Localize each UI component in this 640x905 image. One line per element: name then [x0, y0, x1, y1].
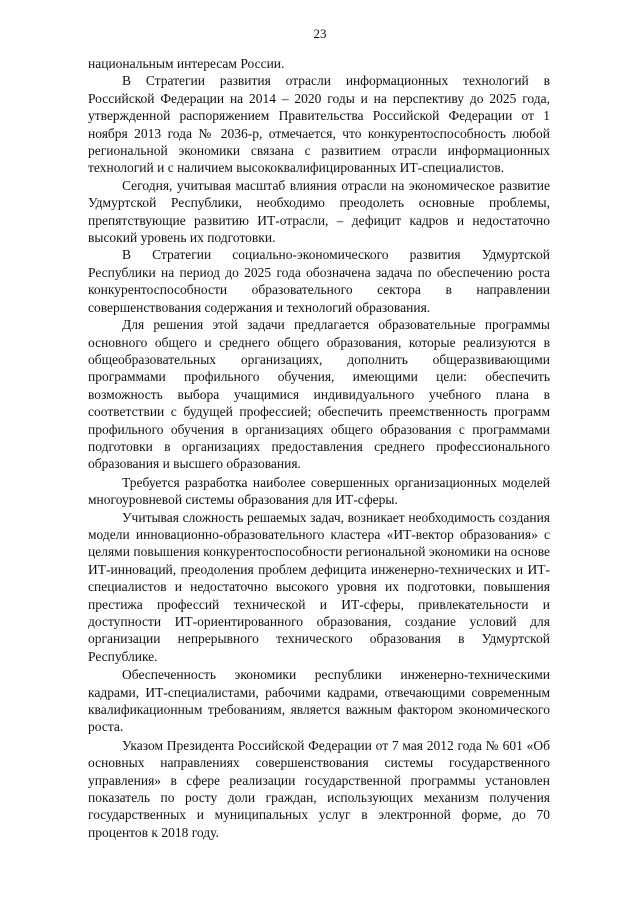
paragraph-presidential-decree: Указом Президента Российской Федерации от 7 мая 2012 года № 601 «Об основных направлениях совершенствования системы государственного управления» в сфере реализации государственной программы установлен показатель по росту доли граждан, использующих механизм получения государственных и муниципальных услуг в электронной форме, до 70 процентов к 2018 году.	[88, 737, 550, 840]
paragraph-udmurt-problems: Сегодня, учитывая масштаб влияния отрасли на экономическое развитие Удмуртской Республики, необходимо преодолеть основные проблемы, препятствующие развитию ИТ-отрасли, – дефицит кадров и недостаточно высокий уровень их подготовки.	[88, 177, 550, 246]
paragraph-organizational-models: Требуется разработка наиболее совершенных организационных моделей многоуровневой системы образования для ИТ-сферы.	[88, 474, 550, 508]
document-body	[88, 55, 550, 841]
paragraph-it-strategy: В Стратегии развития отрасли информационных технологий в Российской Федерации на 2014 – 2020 годы и на перспективу до 2025 года, утвержденной распоряжением Правительства Российской Федерации от 1 ноября 2013 года № 2036-р, отмечается, что конкурентоспособность любой региональной экономики связана с развитием отрасли информационных технологий и с наличием высококвалифицированных ИТ-специалистов.	[88, 73, 550, 176]
paragraph-continuation: национальным интересам России.	[88, 56, 285, 71]
paragraph-education-programs: Для решения этой задачи предлагается образовательные программы основного общего и среднего общего образования, которые реализуются в общеобразовательных организациях, дополнить общеразвивающими программами профильного обучения, имеющими цели: обеспечить возможность выбора учащимися индивидуального учебного плана в соответствии с будущей профессией; обеспечить преемственность программ профильного обучения в организациях общего образования с программами подготовки в организациях предоставления среднего профессионального образования и высшего образования.	[88, 317, 550, 472]
page-number: 23	[313, 26, 327, 41]
paragraph-socioeconomic-strategy: В Стратегии социально-экономического развития Удмуртской Республики на период до 2025 года обозначена задача по обеспечению роста конкурентоспособности образовательного сектора в направлении совершенствования содержания и технологий образования.	[88, 247, 550, 315]
paragraph-staff-provision: Обеспеченность экономики республики инженерно-техническими кадрами, ИТ-специалистами, рабочими кадрами, отвечающими современным квалификационным требованиям, является важным фактором экономического роста.	[88, 667, 550, 735]
paragraph-it-vector-cluster: Учитывая сложность решаемых задач, возникает необходимость создания модели инновационно-образовательного кластера «ИТ-вектор образования» с целями повышения конкурентоспособности региональной экономики на основе ИТ-инноваций, преодоления проблем дефицита инженерно-технических и ИТ-специалистов и недостаточно высокого уровня их подготовки, повышения престижа профессий технической и ИТ-сферы, привлекательности и доступности ИТ-ориентированного образования, создание условий для организации непрерывного технического образования в Удмуртской Республике.	[88, 509, 550, 664]
